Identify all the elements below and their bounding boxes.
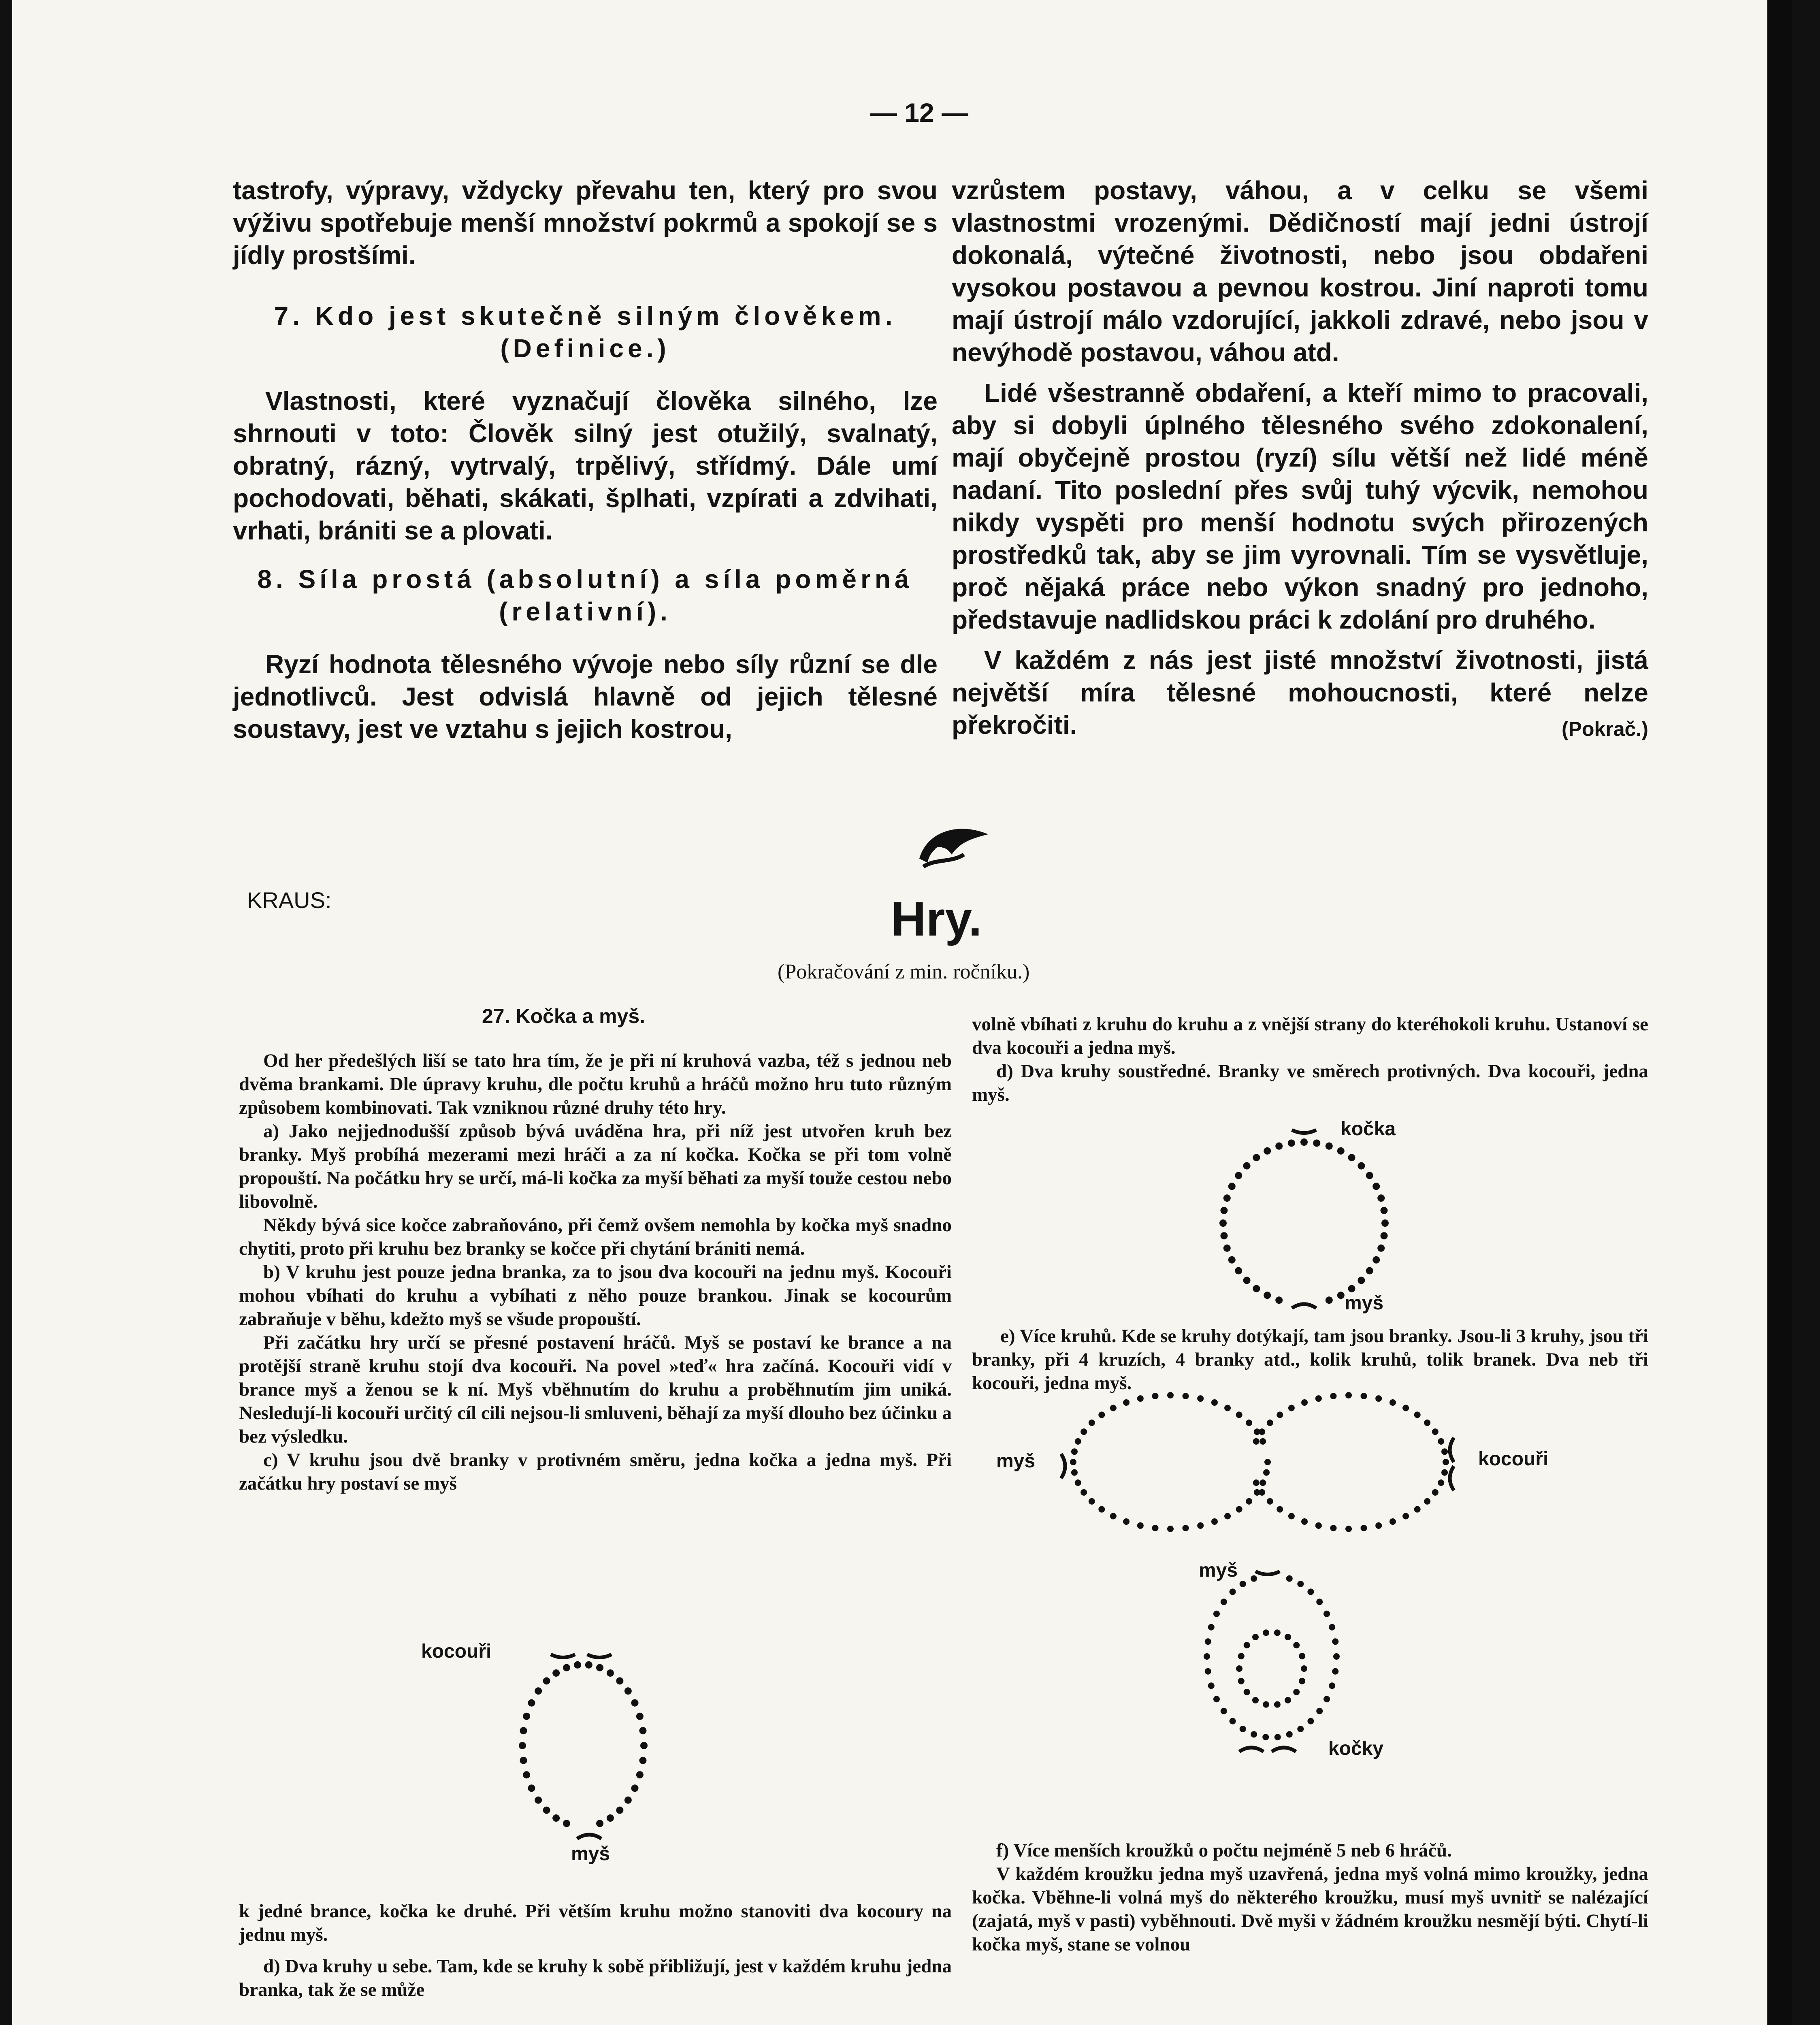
- player-dot: [1307, 1588, 1314, 1595]
- player-dot: [1438, 1479, 1444, 1486]
- player-dot: [1333, 1653, 1340, 1660]
- paragraph: b) V kruhu jest pouze jedna branka, za to jsou dva kocouři na jednu myš. Kocouři mohou vbíhati do kruhu a vybíhati z něho pouze brankou. Jinak se kocourům zabraňuje v běhu, kdežto myš se všude propouští.: [239, 1262, 952, 1330]
- player-dot: [1152, 1393, 1158, 1399]
- player-dot: [1253, 1285, 1260, 1292]
- diagram-nested-rings: [1195, 1567, 1384, 1759]
- player-dot: [1267, 1420, 1273, 1426]
- paragraph: V každém kroužku jedna myš uzavřená, jedna myš volná mimo kroužky, jedna kočka. Vběhne-li volná myš do některého kroužku, musí myš uvnitř se nalézající (zajatá, myš v pasti) vyběhnouti. Dvě myši v žádném kroužku nesmějí býti. Chytí-li kočka myš, stane se volnou: [972, 1863, 1648, 1955]
- paragraph: f) Více menších kroužků o počtu nejméně 5 neb 6 hráčů.: [996, 1840, 1452, 1861]
- player-dot: [1251, 1575, 1257, 1582]
- player-dot: [631, 1699, 639, 1707]
- player-dot: [1358, 1162, 1365, 1170]
- paragraph: vzrůstem postavy, váhou, a v celku se všemi vlastnostmi vrozenými. Dědičností mají jedni ústrojí dokonalá, výtečné životnosti, nebo jsou obdařeni vysokou postavou a pevnou kostrou. Jiní naproti tomu mají ústrojí málo vzdorující, jakkoli zdravé, nebo jsou v nevýhodě postavou, váhou atd.: [952, 176, 1648, 367]
- player-dot: [1366, 1267, 1373, 1275]
- diagram-label-kocouri: kocouři: [421, 1641, 492, 1662]
- player-dot: [1246, 1498, 1252, 1505]
- player-dot: [1240, 1581, 1246, 1587]
- player-dot: [616, 1677, 623, 1684]
- player-dot: [1337, 1292, 1345, 1299]
- game-title: 27. Kočka a myš.: [482, 1005, 646, 1027]
- player-dot: [1137, 1395, 1144, 1402]
- section-subtitle: (Pokračování z min. ročníku.): [778, 960, 1030, 983]
- paragraph: Vlastnosti, které vyznačují člověka silného, lze shrnouti v toto: Člověk silný jest otužilý, svalnatý, obratný, rázný, vytrvalý, trpělivý, střídmý. Dále umí pochodovati, běhati, skákati, šplhati, vzpírati a zdvihati, vrhati, brániti se a plovati.: [233, 386, 938, 545]
- player-dot: [535, 1687, 542, 1695]
- ornament-icon: [911, 814, 996, 875]
- player-dot: [1259, 1428, 1265, 1435]
- player-dot: [1236, 1411, 1242, 1418]
- diagram-label-mys: myš: [996, 1450, 1036, 1472]
- player-dot: [1235, 1267, 1242, 1275]
- right-lower-column: [972, 1013, 1648, 1106]
- player-dot: [563, 1820, 570, 1827]
- player-dot: [1286, 1731, 1293, 1737]
- player-dot: [1263, 1469, 1270, 1476]
- player-dot: [596, 1664, 603, 1671]
- player-dot: [543, 1807, 550, 1814]
- player-dot: [1443, 1459, 1449, 1465]
- player-dot: [1243, 1277, 1251, 1284]
- paragraph: volně vbíhati z kruhu do kruhu a z vnější strany do kteréhokoli kruhu. Ustanoví se dva kocouři a jedna myš.: [972, 1014, 1648, 1058]
- player-dot: [1326, 1296, 1333, 1304]
- paragraph: k jedné brance, kočka ke druhé. Při větším kruhu možno stanoviti dva kocoury na jednu myš.: [239, 1901, 952, 1945]
- player-dot: [1080, 1428, 1087, 1435]
- paragraph: Při začátku hry určí se přesné postavení hráčů. Myš se postaví ke brance a na protější straně kruhu stojí dva kocouři. Na povel »teď« hra začíná. Kocouři vidí v brance myš a ženou se k ní. Myš vběhnutím do kruhu a proběhnutím jim uniká. Nesledují-li kocouři určitý cíl cili nejsou-li smluveni, běhají za myší dlouho bez účinku a bez výsledku.: [239, 1332, 952, 1447]
- player-dot: [1253, 1479, 1260, 1486]
- paragraph: Ryzí hodnota tělesného vývoje nebo síly různí se dle jednotlivců. Jest odvislá hlavně od jejich tělesné soustavy, jest ve vztahu s jejich kostrou,: [233, 650, 938, 744]
- player-dot: [1313, 1139, 1320, 1147]
- player-dot: [1372, 1256, 1380, 1264]
- circle-d1: [1204, 1575, 1340, 1741]
- player-dot: [1315, 1395, 1322, 1402]
- player-dot: [636, 1771, 644, 1778]
- player-dot: [552, 1814, 560, 1822]
- right-lower-column-end: [972, 1790, 1648, 1956]
- player-dot: [1264, 1459, 1271, 1465]
- player-dot: [1329, 1624, 1335, 1631]
- paragraph: Od her předešlých liší se tato hra tím, že je při ní kruhová vazba, též s jednou neb dvěma brankami. Dle úpravy kruhu, dle počtu kruhů a hráčů možno hru tuto různým způsobem kombinovati. Tak vzniknou různé druhy této hry.: [239, 1050, 952, 1118]
- player-dot: [1301, 1665, 1307, 1672]
- player-dot: [1375, 1522, 1382, 1529]
- player-dot: [1286, 1575, 1293, 1582]
- player-dot: [1098, 1506, 1105, 1513]
- player-dot: [1432, 1428, 1439, 1435]
- player-dot: [1381, 1232, 1388, 1239]
- player-dot: [1197, 1522, 1204, 1529]
- player-dot: [1183, 1525, 1189, 1531]
- player-dot: [1228, 1256, 1236, 1264]
- player-dot: [585, 1661, 592, 1669]
- section-heading-8: 8. Síla prostá (absolutní) a síla poměrná (relativní).: [257, 565, 913, 626]
- player-dot: [1236, 1665, 1242, 1672]
- player-dot: [1167, 1526, 1174, 1532]
- player-dot: [1402, 1513, 1409, 1519]
- paragraph: a) Jako nejjednodušší způsob bývá uváděna hra, při níž jest utvořen kruh bez branky. Myš probíhá mezerami mezi hráči a za ní kočka. Kočka se při tom volně propouští. Na počátku hry se určí, má-li kočka za myší běhati za myší touže cestou nebo libovolně.: [239, 1121, 952, 1212]
- player-dot: [1183, 1393, 1189, 1399]
- player-dot: [1432, 1489, 1439, 1496]
- continuation-note: (Pokrač.): [1562, 718, 1648, 740]
- player-dot: [1223, 1194, 1231, 1202]
- player-dot: [624, 1687, 632, 1695]
- paragraph: V každém z nás jest jisté množství životnosti, jistá největší míra tělesné mohoucnosti, které nelze překročiti.: [952, 646, 1648, 740]
- player-dot: [1098, 1411, 1105, 1418]
- player-dot: [1264, 1147, 1271, 1155]
- player-dot: [1204, 1653, 1210, 1660]
- section-title: Hry.: [891, 892, 982, 946]
- player-dot: [1275, 1143, 1283, 1150]
- paragraph: d) Dva kruhy soustředné. Branky ve směrech protivných. Dva kocouři, jedna myš.: [972, 1061, 1648, 1105]
- player-dot: [607, 1669, 614, 1677]
- player-dot: [519, 1742, 526, 1749]
- paragraph: tastrofy, výpravy, vždycky převahu ten, který pro svou výživu spotřebuje menší množství pokrmů a spokojí se s jídly prostšími.: [233, 176, 938, 270]
- player-dot: [1080, 1489, 1087, 1496]
- page-number: — 12 —: [870, 98, 969, 128]
- player-dot: [1424, 1498, 1430, 1505]
- player-dot: [1390, 1399, 1396, 1406]
- player-dot: [1301, 1518, 1308, 1525]
- player-dot: [1330, 1393, 1336, 1399]
- player-dot: [1123, 1399, 1130, 1406]
- player-dot: [1263, 1701, 1269, 1708]
- player-dot: [1246, 1420, 1252, 1426]
- player-dot: [1307, 1718, 1314, 1724]
- player-dot: [1301, 1399, 1308, 1406]
- player-dot: [1329, 1682, 1335, 1689]
- player-dot: [1089, 1498, 1095, 1505]
- player-dot: [1441, 1448, 1448, 1455]
- player-dot: [1316, 1708, 1323, 1714]
- player-dot: [552, 1669, 560, 1677]
- player-dot: [1274, 1701, 1281, 1708]
- right-upper-column: [952, 174, 1648, 745]
- player-dot: [523, 1713, 530, 1720]
- player-dot: [1253, 1154, 1260, 1161]
- player-dot: [1438, 1438, 1444, 1445]
- player-dot: [1361, 1393, 1367, 1399]
- player-dot: [1267, 1498, 1273, 1505]
- player-dot: [1299, 1653, 1305, 1659]
- player-dot: [1285, 1634, 1291, 1640]
- player-dot: [1345, 1392, 1352, 1398]
- player-dot: [543, 1677, 550, 1684]
- player-dot: [1361, 1525, 1367, 1531]
- player-dot: [1253, 1438, 1260, 1445]
- player-dot: [1220, 1207, 1228, 1214]
- paragraph: Někdy bývá sice kočce zabraňováno, při čemž ovšem nemohla by kočka myš snadno chytiti, proto při kruhu bez branky se kočce při chytání brániti nemá.: [239, 1215, 952, 1259]
- paragraph: d) Dva kruhy u sebe. Tam, kde se kruhy k sobě přibližují, jest v každém kruhu jedna branka, tak že se může: [239, 1956, 952, 2000]
- player-dot: [1424, 1420, 1430, 1426]
- player-dot: [1137, 1522, 1144, 1529]
- player-dot: [1263, 1629, 1269, 1636]
- player-dot: [1223, 1245, 1231, 1252]
- player-dot: [1375, 1395, 1382, 1402]
- player-dot: [1252, 1697, 1259, 1703]
- player-dot: [1315, 1522, 1322, 1529]
- circle-c2: [1253, 1392, 1449, 1532]
- player-dot: [1332, 1638, 1338, 1645]
- newspaper-page: [12, 0, 1792, 2025]
- player-dot: [1299, 1678, 1305, 1684]
- player-dot: [1377, 1194, 1385, 1202]
- player-dot: [1205, 1668, 1211, 1675]
- player-dot: [1277, 1506, 1283, 1513]
- player-dot: [1213, 1696, 1220, 1702]
- diagram-label-mys: myš: [571, 1843, 610, 1865]
- player-dot: [563, 1664, 570, 1671]
- circle-c1: [1070, 1392, 1271, 1532]
- player-dot: [1381, 1219, 1389, 1227]
- player-dot: [1152, 1525, 1158, 1531]
- player-dot: [1211, 1518, 1218, 1525]
- player-dot: [596, 1820, 603, 1827]
- player-dot: [1213, 1611, 1220, 1617]
- player-dot: [1123, 1518, 1130, 1525]
- player-dot: [607, 1814, 614, 1822]
- left-lower-column-end: [239, 1899, 952, 2002]
- player-dot: [1075, 1438, 1081, 1445]
- player-dot: [1275, 1296, 1283, 1304]
- player-dot: [1243, 1162, 1251, 1170]
- player-dot: [1251, 1731, 1257, 1737]
- diagram-label-kocky: kočky: [1328, 1738, 1384, 1759]
- player-dot: [1348, 1285, 1355, 1292]
- player-dot: [1262, 1734, 1269, 1740]
- player-dot: [1381, 1207, 1388, 1214]
- diagram-label-mys: myš: [1345, 1292, 1384, 1314]
- paragraph: c) V kruhu jsou dvě branky v protivném směru, jedna kočka a jedna myš. Při začátku hry postaví se myš: [239, 1449, 952, 1494]
- player-dot: [1208, 1682, 1215, 1689]
- player-dot: [1089, 1420, 1095, 1426]
- player-dot: [1402, 1405, 1409, 1411]
- player-dot: [1316, 1599, 1323, 1605]
- player-dot: [528, 1699, 535, 1707]
- player-dot: [1110, 1405, 1117, 1411]
- player-dot: [1366, 1172, 1373, 1179]
- player-dot: [1288, 1139, 1295, 1147]
- player-dot: [639, 1757, 646, 1764]
- player-dot: [1235, 1172, 1242, 1179]
- circle-b: [1219, 1138, 1389, 1304]
- player-dot: [1277, 1411, 1283, 1418]
- player-dot: [636, 1713, 644, 1720]
- player-dot: [631, 1784, 639, 1792]
- player-dot: [1260, 1479, 1266, 1486]
- player-dot: [1240, 1726, 1246, 1732]
- player-dot: [624, 1797, 632, 1804]
- player-dot: [523, 1771, 530, 1778]
- player-dot: [1285, 1697, 1291, 1703]
- player-dot: [1238, 1678, 1245, 1684]
- player-dot: [1372, 1183, 1380, 1190]
- player-dot: [1377, 1245, 1385, 1252]
- player-dot: [1211, 1399, 1218, 1406]
- player-dot: [1337, 1147, 1345, 1155]
- diagram-label-kocouri: kocouři: [1478, 1448, 1549, 1470]
- player-dot: [1167, 1392, 1174, 1398]
- player-dot: [1288, 1405, 1295, 1411]
- player-dot: [520, 1757, 527, 1764]
- player-dot: [1293, 1689, 1300, 1695]
- player-dot: [1297, 1726, 1304, 1732]
- player-dot: [1348, 1154, 1355, 1161]
- player-dot: [574, 1661, 581, 1669]
- player-dot: [1293, 1642, 1300, 1648]
- player-dot: [640, 1742, 648, 1749]
- circle-a: [519, 1661, 648, 1827]
- player-dot: [1300, 1138, 1308, 1146]
- author-label: KRAUS:: [247, 887, 332, 913]
- player-dot: [1221, 1708, 1227, 1714]
- player-dot: [1330, 1525, 1336, 1531]
- player-dot: [1326, 1143, 1333, 1150]
- player-dot: [1323, 1611, 1330, 1617]
- section-heading-7: 7. Kdo jest skutečně silným člověkem. (Definice.): [274, 301, 897, 363]
- player-dot: [1260, 1438, 1266, 1445]
- diagram-label-kocka: kočka: [1340, 1118, 1396, 1140]
- circle-d2: [1236, 1629, 1307, 1707]
- player-dot: [639, 1727, 646, 1734]
- player-dot: [1070, 1459, 1076, 1465]
- player-dot: [1345, 1526, 1352, 1532]
- player-dot: [1230, 1588, 1236, 1595]
- paragraph: Lidé všestranně obdaření, a kteří mimo to pracovali, aby si dobyli úplného tělesného svého zdokonalení, mají obyčejně prostou (ryzí) sílu větší než lidé méně nadaní. Tito poslední přes svůj tuhý výcvik, nemohou nikdy vyspěti pro menší hodnotu svých přirozených prostředků tak, aby se jim vyrovnali. Tím se vysvětluje, proč nějaká práce nebo výkon snadný pro jednoho, představuje nadlidskou práci k zdolání pro druhého.: [952, 378, 1648, 634]
- player-dot: [1297, 1581, 1304, 1587]
- left-lower-column: [239, 1049, 952, 1495]
- diagram-circle-two-goals: [510, 1644, 680, 1871]
- player-dot: [1274, 1629, 1281, 1636]
- player-dot: [1236, 1506, 1242, 1513]
- player-dot: [535, 1797, 542, 1804]
- player-dot: [1288, 1513, 1295, 1519]
- player-dot: [1264, 1292, 1271, 1299]
- player-dot: [1224, 1405, 1231, 1411]
- scan-edge: [1767, 0, 1792, 2025]
- player-dot: [1205, 1638, 1211, 1645]
- player-dot: [1358, 1277, 1365, 1284]
- player-dot: [1208, 1624, 1215, 1631]
- player-dot: [1197, 1395, 1204, 1402]
- player-dot: [1323, 1696, 1330, 1702]
- right-lower-column-mid: [972, 1324, 1648, 1394]
- player-dot: [1110, 1513, 1117, 1519]
- player-dot: [1230, 1718, 1236, 1724]
- player-dot: [1220, 1232, 1228, 1239]
- player-dot: [528, 1784, 535, 1792]
- player-dot: [1414, 1411, 1421, 1418]
- player-dot: [1259, 1489, 1265, 1496]
- player-dot: [1228, 1183, 1236, 1190]
- player-dot: [1221, 1599, 1227, 1605]
- player-dot: [1238, 1653, 1245, 1659]
- player-dot: [1252, 1634, 1259, 1640]
- player-dot: [1274, 1734, 1281, 1740]
- player-dot: [1390, 1518, 1396, 1525]
- player-dot: [1071, 1448, 1078, 1455]
- diagram-two-circles: [1049, 1385, 1470, 1539]
- player-dot: [1441, 1469, 1448, 1476]
- player-dot: [1244, 1689, 1250, 1695]
- player-dot: [1071, 1469, 1078, 1476]
- player-dot: [1244, 1642, 1250, 1648]
- player-dot: [1414, 1506, 1421, 1513]
- player-dot: [520, 1727, 527, 1734]
- player-dot: [1224, 1513, 1231, 1519]
- left-upper-column: [233, 174, 938, 745]
- diagram-label-mys: myš: [1199, 1560, 1238, 1581]
- player-dot: [1332, 1668, 1338, 1675]
- player-dot: [616, 1807, 623, 1814]
- player-dot: [1219, 1219, 1227, 1227]
- paragraph: e) Více kruhů. Kde se kruhy dotýkají, tam jsou branky. Jsou-li 3 kruhy, jsou tři branky, při 4 kruzích, 4 branky atd., kolik kruhů, tolik branek. Dva neb tři kocouři, jedna myš.: [972, 1326, 1648, 1394]
- player-dot: [1075, 1479, 1081, 1486]
